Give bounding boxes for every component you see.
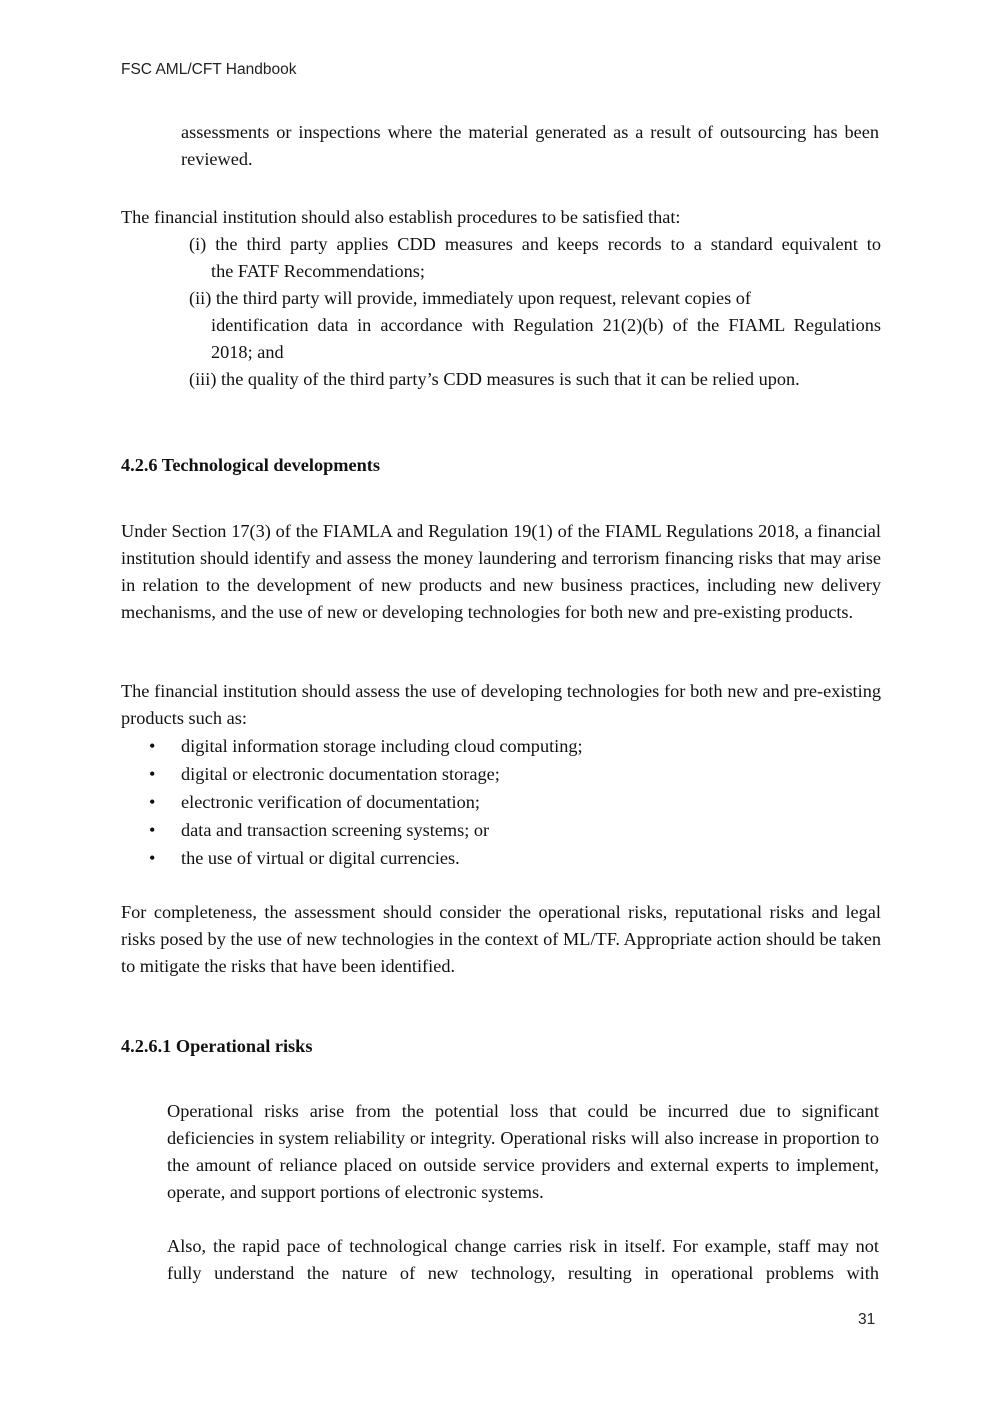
section-4-2-6-paragraph-1: Under Section 17(3) of the FIAMLA and Regulation 19(1) of the FIAML Regulations 2018, a financial institution should identify and assess the money laundering and terrorism financing risks that may arise in relation to the development of new products and new business practices, including new delivery mechanisms, and the use of new or developing technologies for both new and pre-existing products. [121,521,881,622]
section-4-2-6-paragraph-3: For completeness, the assessment should consider the operational risks, reputational risks and legal risks posed by the use of new technologies in the context of ML/TF. Appropriate action should be taken to mitigate the risks that have been identified. [121,902,881,976]
bullet-text: electronic verification of documentation; [181,792,480,812]
bullet-text: data and transaction screening systems; or [181,820,490,840]
continuation-paragraph: assessments or inspections where the material generated as a result of outsourcing has been reviewed. [181,122,879,169]
procedure-item-2-first-line: (ii) the third party will provide, immediately upon request, relevant copies of [189,288,751,308]
bullet-glyph: • [149,736,156,756]
procedure-item-2-rest: identification data in accordance with Regulation 21(2)(b) of the FIAML Regulations 2018; and [211,315,881,362]
section-4-2-6-1-paragraph-1: Operational risks arise from the potential loss that could be incurred due to significant deficiencies in system reliability or integrity. Operational risks will also increase in proportion to the amount of reliance placed on outside service providers and external experts to implement, operate, and support portions of electronic systems. [167,1101,879,1202]
procedure-item-3: (iii) the quality of the third party’s CDD measures is such that it can be relied upon. [189,369,800,389]
procedures-lead: The financial institution should also establish procedures to be satisfied that: [121,207,681,227]
running-header: FSC AML/CFT Handbook [121,61,297,78]
bullet-text: digital or electronic documentation storage; [181,764,500,784]
bullet-text: the use of virtual or digital currencies. [181,848,460,868]
section-4-2-6-paragraph-2: The financial institution should assess the use of developing technologies for both new and pre-existing products such as: [121,681,881,728]
section-heading-4-2-6: 4.2.6 Technological developments [121,455,380,475]
bullet-glyph: • [149,848,156,868]
bullet-glyph: • [149,792,156,812]
procedure-item-1-first-line: (i) the third party applies CDD measures and keeps records to a standard equivalent to [189,234,881,254]
bullet-glyph: • [149,820,156,840]
bullet-glyph: • [149,764,156,784]
page-number: 31 [858,1311,876,1328]
section-4-2-6-1-paragraph-2: Also, the rapid pace of technological change carries risk in itself. For example, staff may not fully understand the nature of new technology, resulting in operational problems with [167,1236,879,1283]
section-heading-4-2-6-1: 4.2.6.1 Operational risks [121,1036,313,1056]
bullet-text: digital information storage including cloud computing; [181,736,583,756]
procedure-item-1-rest: the FATF Recommendations; [211,261,425,281]
